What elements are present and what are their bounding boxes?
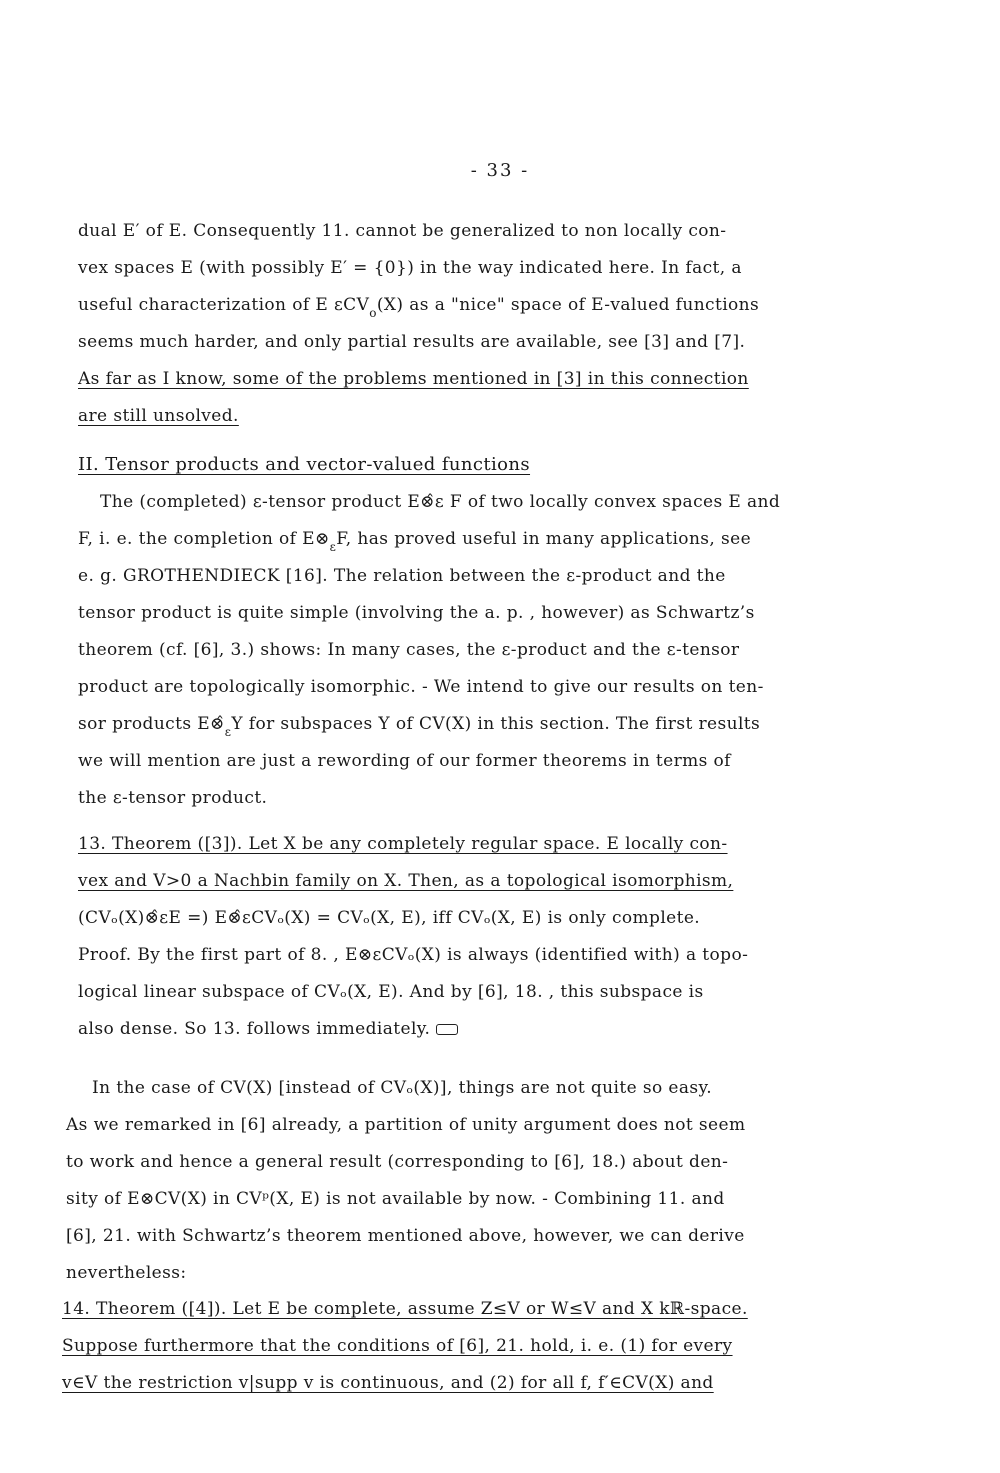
subscript-o: o	[369, 306, 377, 320]
text-line-7: The (completed) ε-tensor product E⊗̂ε F of two locally convex spaces E and	[100, 492, 781, 512]
text-line-22: In the case of CV(X) [instead of CVₒ(X)], things are not quite so easy.	[92, 1078, 713, 1098]
text-line-4: seems much harder, and only partial results are available, see [3] and [7].	[78, 332, 746, 352]
text-line-11: theorem (cf. [6], 3.) shows: In many cases, the ε-product and the ε-tensor	[78, 640, 740, 660]
qed-box-icon	[436, 1024, 458, 1035]
text-line-8-a: F, i. e. the completion of E⊗	[78, 529, 330, 549]
text-line-8	[78, 528, 752, 554]
text-line-5: As far as I know, some of the problems mentioned in [3] in this connection	[78, 369, 749, 389]
theorem-14-line-1: 14. Theorem ([4]). Let E be complete, assume Z≤V or W≤V and X kℝ-space.	[62, 1299, 748, 1319]
text-line-26: [6], 21. with Schwartz’s theorem mentioned above, however, we can derive	[66, 1226, 745, 1246]
theorem-14-line-2: Suppose furthermore that the conditions of [6], 21. hold, i. e. (1) for every	[62, 1336, 733, 1356]
subscript-epsilon-2: ε	[224, 725, 232, 739]
text-line-25: sity of E⊗CV(X) in CVᵖ(X, E) is not available by now. - Combining 11. and	[66, 1189, 725, 1209]
text-line-2: vex spaces E (with possibly E′ = {0}) in the way indicated here. In fact, a	[78, 258, 742, 278]
text-line-1: dual E′ of E. Consequently 11. cannot be generalized to non locally con-	[78, 221, 727, 241]
page-number: - 33 -	[470, 160, 530, 181]
text-line-8-c: F, has proved useful in many applications, see	[336, 529, 752, 549]
proof-line-3-text: also dense. So 13. follows immediately.	[78, 1019, 431, 1039]
proof-line-2: logical linear subspace of CVₒ(X, E). And by [6], 18. , this subspace is	[78, 982, 704, 1002]
section-heading: II. Tensor products and vector-valued functions	[78, 454, 531, 475]
text-line-3-c: (X) as a "nice" space of E-valued functions	[376, 295, 760, 315]
text-line-3-a: useful characterization of E εCV	[78, 295, 370, 315]
text-line-24: to work and hence a general result (corresponding to [6], 18.) about den-	[66, 1152, 729, 1172]
theorem-13-line-2: vex and V>0 a Nachbin family on X. Then, as a topological isomorphism,	[78, 871, 734, 891]
text-line-10: tensor product is quite simple (involving the a. p. , however) as Schwartz’s	[78, 603, 755, 623]
theorem-14-line-3: v∈V the restriction v|supp v is continuous, and (2) for all f, f′∈CV(X) and	[62, 1373, 714, 1393]
text-line-13-a: sor products E⊗̂	[78, 714, 225, 734]
text-line-27: nevertheless:	[66, 1263, 187, 1283]
text-line-12: product are topologically isomorphic. - We intend to give our results on ten-	[78, 677, 764, 697]
proof-line-1: Proof. By the first part of 8. , E⊗εCVₒ(X) is always (identified with) a topo-	[78, 945, 749, 965]
text-line-13-c: Y for subspaces Y of CV(X) in this section. The first results	[231, 714, 761, 734]
theorem-13-line-1: 13. Theorem ([3]). Let X be any completely regular space. E locally con-	[78, 834, 728, 854]
text-line-14: we will mention are just a rewording of our former theorems in terms of	[78, 751, 731, 771]
theorem-13-line-3: (CVₒ(X)⊗̂εE =) E⊗̂εCVₒ(X) = CVₒ(X, E), iff CVₒ(X, E) is only complete.	[78, 908, 701, 928]
proof-line-3	[78, 1018, 458, 1040]
text-line-9: e. g. GROTHENDIECK [16]. The relation between the ε-product and the	[78, 566, 726, 586]
text-line-3	[78, 294, 760, 320]
text-line-15: the ε-tensor product.	[78, 788, 268, 808]
subscript-epsilon: ε	[329, 540, 337, 554]
text-line-13	[78, 713, 761, 739]
text-line-6: are still unsolved.	[78, 406, 239, 426]
text-line-23: As we remarked in [6] already, a partition of unity argument does not seem	[66, 1115, 746, 1135]
